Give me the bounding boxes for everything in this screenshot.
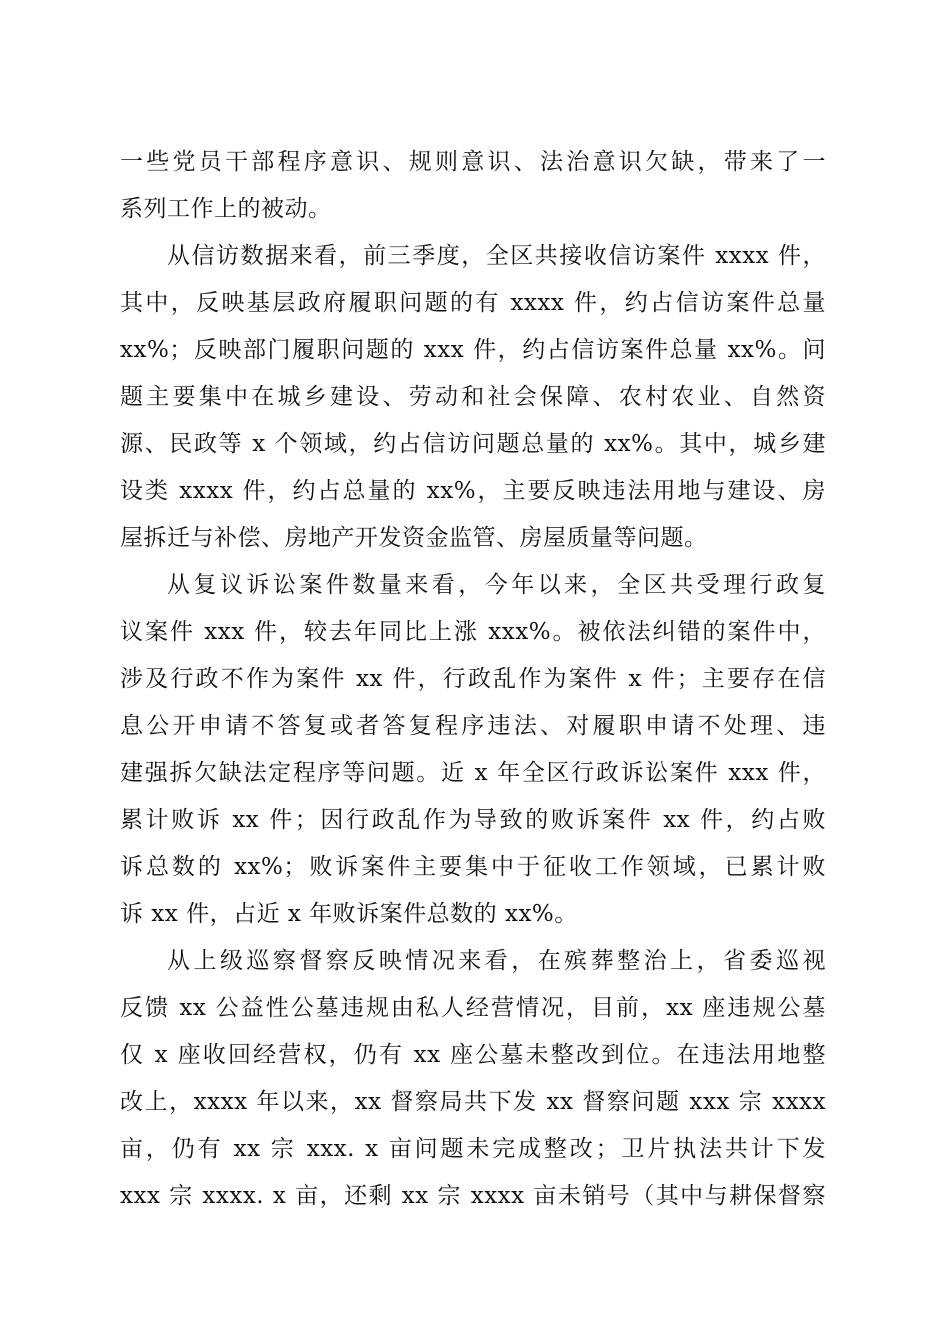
text-line-8: 设类 xxxx 件，约占总量的 xx%，主要反映违法用地与建设、房	[120, 478, 826, 504]
text-line-9: 屋拆迁与补偿、房地产开发资金监管、房屋质量等问题。	[120, 525, 708, 551]
text-line-23: xxx 宗 xxxx. x 亩，还剩 xx 宗 xxxx 亩未销号（其中与耕保督察	[120, 1183, 826, 1209]
text-line-20: 仅 x 座收回经营权，仍有 xx 座公墓未整改到位。在违法用地整	[120, 1042, 826, 1068]
text-line-18: 从上级巡察督察反映情况来看，在殡葬整治上，省委巡视	[167, 948, 826, 974]
text-line-21: 改上，xxxx 年以来，xx 督察局共下发 xx 督察问题 xxx 宗 xxxx	[120, 1089, 826, 1115]
text-line-22: 亩，仍有 xx 宗 xxx. x 亩问题未完成整改；卫片执法共计下发	[120, 1136, 826, 1162]
text-line-19: 反馈 xx 公益性公墓违规由私人经营情况，目前，xx 座违规公墓	[120, 995, 826, 1021]
text-line-7: 源、民政等 x 个领域，约占信访问题总量的 xx%。其中，城乡建	[120, 431, 826, 457]
text-line-2: 系列工作上的被动。	[120, 196, 332, 222]
text-line-11: 议案件 xxx 件，较去年同比上涨 xxx%。被依法纠错的案件中，	[120, 619, 826, 645]
text-line-13: 息公开申请不答复或者答复程序违法、对履职申请不处理、违	[120, 713, 826, 739]
text-line-17: 诉 xx 件，占近 x 年败诉案件总数的 xx%。	[120, 901, 578, 927]
text-line-12: 涉及行政不作为案件 xx 件，行政乱作为案件 x 件；主要存在信	[120, 666, 826, 692]
text-line-6: 题主要集中在城乡建设、劳动和社会保障、农村农业、自然资	[120, 384, 826, 410]
text-line-3: 从信访数据来看，前三季度，全区共接收信访案件 xxxx 件，	[167, 243, 826, 269]
text-line-10: 从复议诉讼案件数量来看，今年以来，全区共受理行政复	[167, 572, 826, 598]
text-line-14: 建强拆欠缺法定程序等问题。近 x 年全区行政诉讼案件 xxx 件，	[120, 760, 826, 786]
text-line-1: 一些党员干部程序意识、规则意识、法治意识欠缺，带来了一	[120, 149, 826, 175]
text-line-4: 其中，反映基层政府履职问题的有 xxxx 件，约占信访案件总量	[120, 290, 826, 316]
text-line-15: 累计败诉 xx 件；因行政乱作为导致的败诉案件 xx 件，约占败	[120, 807, 826, 833]
text-line-16: 诉总数的 xx%；败诉案件主要集中于征收工作领域，已累计败	[120, 854, 826, 880]
text-line-5: xx%；反映部门履职问题的 xxx 件，约占信访案件总量 xx%。问	[120, 337, 826, 363]
